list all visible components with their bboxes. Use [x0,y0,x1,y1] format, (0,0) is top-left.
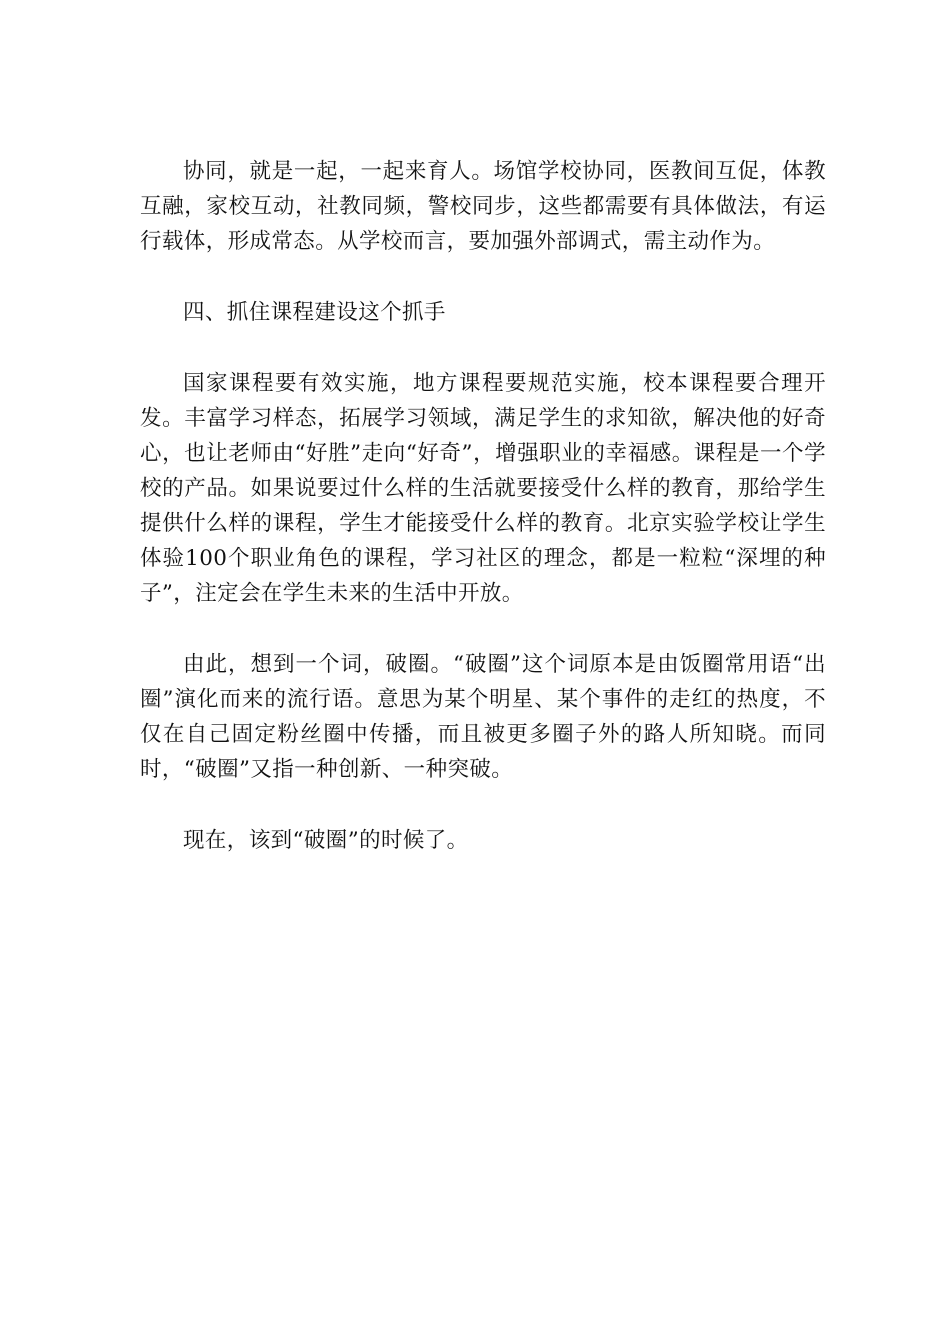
section-heading: 四、抓住课程建设这个抓手 [183,300,446,325]
paragraph-curriculum: 国家课程要有效实施，地方课程要规范实施，校本课程要合理开发。丰富学习样态，拓展学习领域，满足学生的求知欲，解决他的好奇心，也让老师由“好胜”走向“好奇”，增强职业的幸福感。课程是一个学校的产品。如果说要过什么样的生活就要接受什么样的教育，那给学生提供什么样的课程，学生才能接受什么样的教育。北京实验学校让学生体验100个职业角色的课程，学习社区的理念，都是一粒粒“深埋的种子”，注定会在学生未来的生活中开放。 [140,371,826,606]
paragraph-collaboration: 协同，就是一起，一起来育人。场馆学校协同，医教间互促，体教互融，家校互动，社教同频，警校同步，这些都需要有具体做法，有运行载体，形成常态。从学校而言，要加强外部调式，需主动作为。 [140,159,826,254]
paragraph-break-circle: 由此，想到一个词，破圈。“破圈”这个词原本是由饭圈常用语“出圈”演化而来的流行语。意思为某个明星、某个事件的走红的热度，不仅在自己固定粉丝圈中传播，而且被更多圈子外的路人所知晓。而同时，“破圈”又指一种创新、一种突破。 [140,652,826,782]
document-body [140,154,826,894]
paragraph-conclusion: 现在，该到“破圈”的时候了。 [183,828,469,853]
